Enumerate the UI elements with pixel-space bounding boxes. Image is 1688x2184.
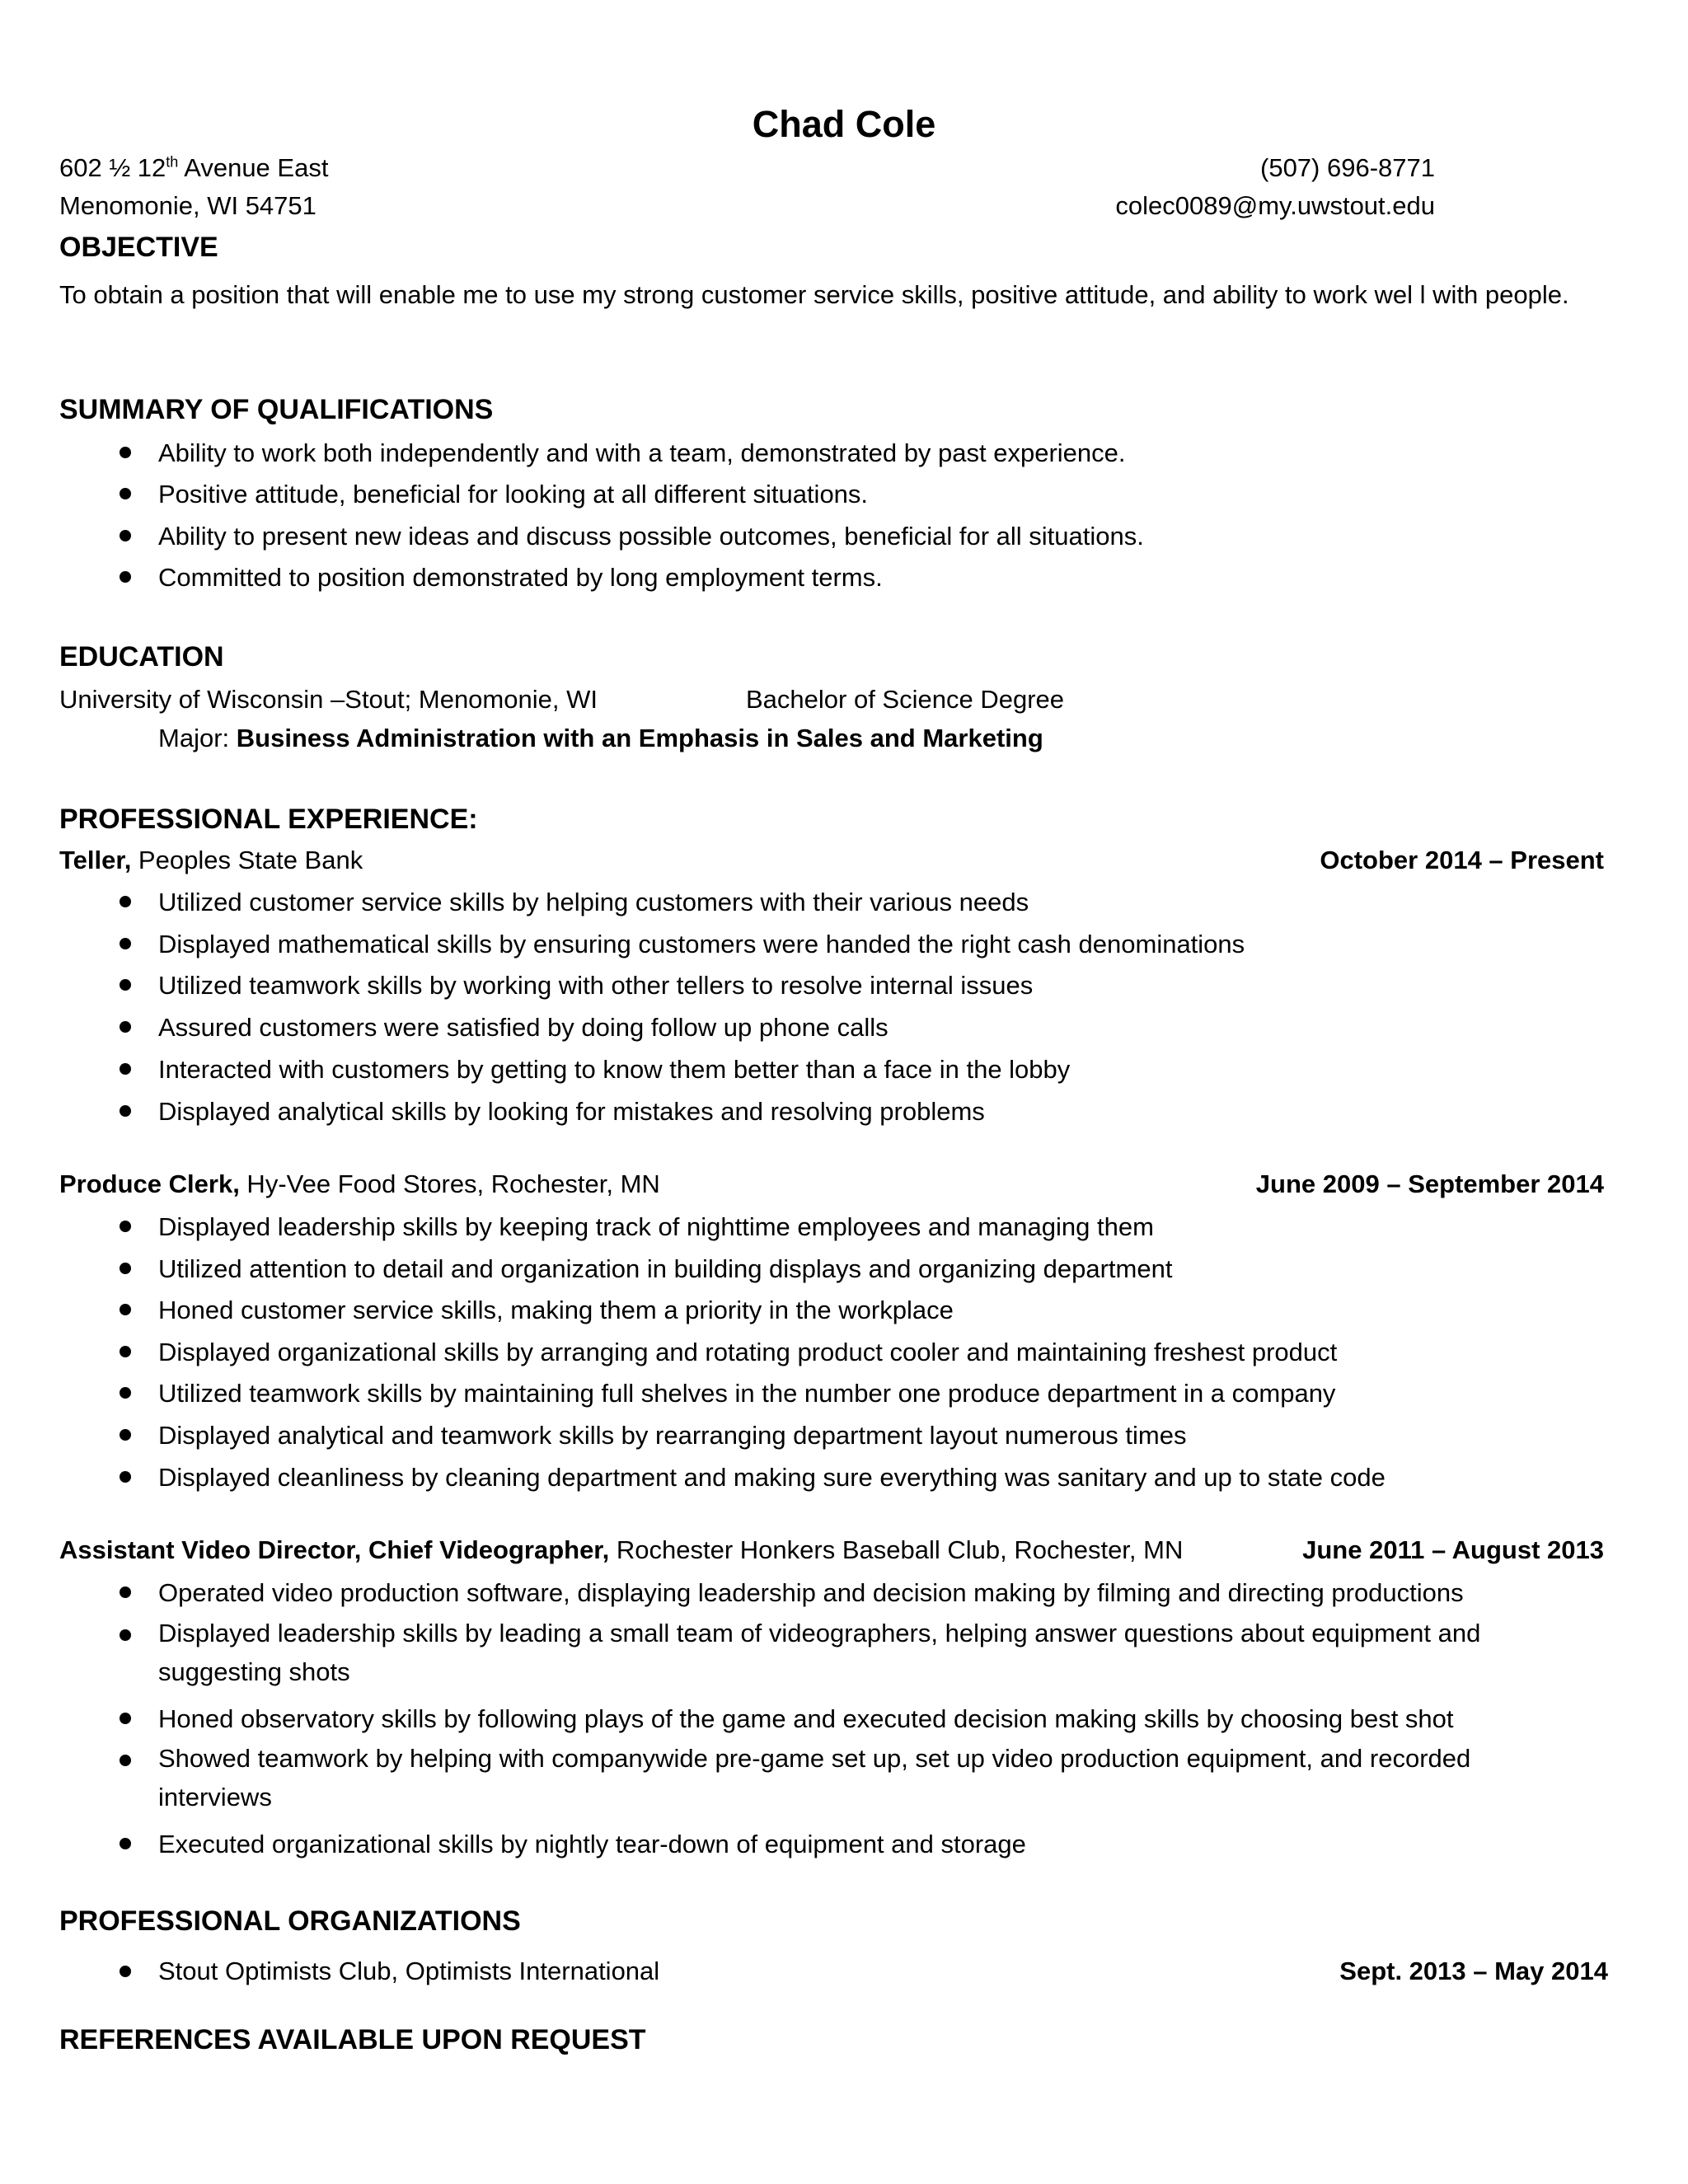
address-line-1: 602 ½ 12th Avenue East xyxy=(59,153,329,182)
objective-heading: OBJECTIVE xyxy=(59,232,218,263)
organizations-heading: PROFESSIONAL ORGANIZATIONS xyxy=(59,1905,521,1937)
education-degree: Bachelor of Science Degree xyxy=(746,685,1065,714)
job-dates: June 2009 – September 2014 xyxy=(1255,1169,1604,1198)
phone-number: (507) 696-8771 xyxy=(1260,153,1435,182)
job-title-produce-clerk: Produce Clerk, Hy-Vee Food Stores, Rochester, MN xyxy=(59,1169,660,1198)
job-title-video-director: Assistant Video Director, Chief Videographer, Rochester Honkers Baseball Club, Rochester, MN xyxy=(59,1535,1184,1564)
education-major: Major: Business Administration with an Emphasis in Sales and Marketing xyxy=(158,724,1043,752)
job-dates: October 2014 – Present xyxy=(1320,846,1604,874)
job-dates: June 2011 – August 2013 xyxy=(1302,1535,1604,1564)
organization-dates: Sept. 2013 – May 2014 xyxy=(1339,1957,1608,1985)
job-title-teller: Teller, Peoples State Bank xyxy=(59,846,363,874)
education-heading: EDUCATION xyxy=(59,641,224,673)
references-note: REFERENCES AVAILABLE UPON REQUEST xyxy=(59,2024,646,2055)
experience-heading: PROFESSIONAL EXPERIENCE: xyxy=(59,804,478,835)
objective-text: To obtain a position that will enable me to use my strong customer service skills, positive attitude, and ability to work wel l with people. xyxy=(59,280,1569,309)
qualifications-heading: SUMMARY OF QUALIFICATIONS xyxy=(59,394,494,425)
email-address[interactable]: colec0089@my.uwstout.edu xyxy=(1115,191,1435,220)
candidate-name: Chad Cole xyxy=(752,103,936,145)
education-school: University of Wisconsin –Stout; Menomonie, WI xyxy=(59,685,598,714)
resume-page: Chad Cole 602 ½ 12th Avenue East Menomonie, WI 54751 (507) 696-8771 colec0089@my.uwstout.edu OBJECTIVE To obtain a position that will enable me to use my strong customer service skills, positive attitude, and ability to work wel l with people. SUMMARY OF QUALIFICATIONS Ability to work both independently and with a team, demonstrated by past experience. Positive attitude, beneficial for looking at all different situations. Ability to present new ideas and discuss possible outcomes, beneficial for all situations. Committed to position demonstrated by long employment terms. EDUCATION University of Wisconsin –Stout; Menomonie, WI Bachelor of Science Degree Major: Business Administration with an Emphasis in Sales and Marketing PROFESSIONAL EXPERIENCE: Teller, Peoples State Bank October 2014 – Present Utilized customer service skills by helping customers with their various needs Displayed mathematical skills by ensuring customers were handed the right cash denominations Utilized teamwork skills by working with other tellers to resolve internal issues Assured customers were satisfied by doing follow up phone calls Interacted with customers by getting to know them better than a face in the lobby Displayed analytical skills by looking for mistakes and resolving problems Produce Clerk, Hy-Vee Food Stores, Rochester, MN June 2009 – September 2014 Displayed leadership skills by keeping track of nighttime employees and managing them Utilized attention to detail and organization in building displays and organizing department Honed customer service skills, making them a priority in the workplace Displayed organizational skills by arranging and rotating product cooler and maintaining freshest product Utilized teamwork skills by maintaining full shelves in the number one produce department in a company Displayed analytical and teamwork skills by rearranging department layout numerous times Displayed cleanliness by cleaning department and making sure everything was sanitary and up to state code Assistant Video Director, Chief Videographer, Rochester Honkers Baseball Club, Rochester, MN June 2011 – August 2013 Operated video production software, displaying leadership and decision making by filming and directing productions Displayed leadership skills by leading a small team of videographers, helping answer questions about equipment and suggesting shots Honed observatory skills by following plays of the game and executed decision making skills by choosing best shot Showed teamwork by helping with companywide pre-game set up, set up video production equipment, and recorded interviews Executed organizational skills by nightly tear-down of equipment and storage PROFESSIONAL ORGANIZATIONS Stout Optimists Club, Optimists International Sept. 2013 – May 2014 REFERENCES AVAILABLE UPON REQUEST xyxy=(0,0,1688,2184)
address-line-2: Menomonie, WI 54751 xyxy=(59,191,316,220)
